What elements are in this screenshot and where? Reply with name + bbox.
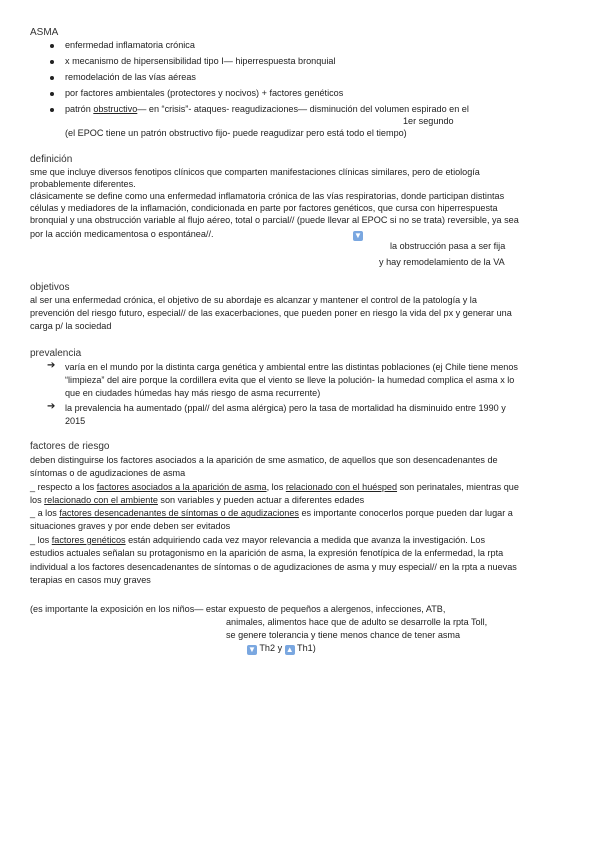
factores-line: los relacionado con el ambiente son variables y pueden actuar a diferentes edades [30, 495, 365, 505]
prevalencia-line: 2015 [65, 416, 86, 426]
nota-th-line: ▼ Th2 y ▲ Th1) [248, 643, 316, 654]
objetivos-line: carga p/ la sociedad [30, 321, 112, 331]
bullet-icon [50, 108, 54, 112]
asma-title: ASMA [30, 27, 59, 38]
nota-line: (es importante la exposición en los niños— estar expuesto de pequeños a alergenos, infecciones, ATB, [30, 604, 446, 614]
definicion-line: bronquial y una obstrucción variable al flujo aéreo, total o parcial// (puede llevar al EPOC si no se trata) reversible, ya sea [30, 215, 519, 225]
definicion-line: por la acción medicamentosa o espontánea//. [30, 229, 214, 239]
factores-line: terapias en casos muy graves [30, 575, 151, 585]
nota-line: animales, alimentos hace que de adulto se desarrolle la rpta Toll, [226, 617, 488, 627]
factores-line: _ respecto a los factores asociados a la aparición de asma, los relacionado con el huésped son perinatales, mientras que [30, 482, 519, 492]
arrow-right-icon: ➔ [47, 401, 56, 412]
prevalencia-line: que en ciudades húmedas hay más riesgo de asma recurrente) [65, 388, 321, 398]
bullet-icon [50, 76, 54, 80]
arrow-right-icon: ➔ [47, 360, 56, 371]
asma-bullet-5: patrón obstructivo— en “crisis”- ataques- reagudizaciones— disminución del volumen espirado en el [65, 104, 469, 114]
factores-line: situaciones graves y por ende deben ser evitados [30, 521, 231, 531]
definicion-line: clásicamente se define como una enfermedad inflamatoria crónica de las vías respiratorias, donde participan distintas [30, 191, 505, 201]
down-arrow-icon: ▼ [354, 231, 362, 240]
definicion-aside: la obstrucción pasa a ser fija [390, 241, 506, 251]
factores-line: _ los factores genéticos están adquiriendo cada vez mayor relevancia a medida que avanza la investigación. Los [30, 535, 485, 545]
definicion-aside: y hay remodelamiento de la VA [379, 257, 505, 267]
bullet-icon [50, 44, 54, 48]
factores-line: síntomas o de agudizaciones de asma [30, 468, 186, 478]
prevalencia-line: varía en el mundo por la distinta carga genética y ambiental entre las distintas poblaciones (ej Chile tiene menos [65, 362, 518, 372]
asma-bullet-1: enfermedad inflamatoria crónica [65, 40, 195, 50]
factores-line: individual a los factores desencadenantes de síntomas o de agudizaciones de asma y muy especial// en la rpta a nuevas [30, 562, 517, 572]
nota-line: se genere tolerancia y tiene menos chance de tener asma [226, 630, 461, 640]
asma-note: (el EPOC tiene un patrón obstructivo fijo- puede reagudizar pero está todo el tiempo) [65, 128, 407, 138]
definicion-title: definición [30, 154, 73, 165]
bullet-icon [50, 60, 54, 64]
factores-line: estudios actuales señalan su protagonismo en la aparición de asma, la expresión fenotípica de la enfermedad, la rpta [30, 548, 504, 558]
prevalencia-line: “limpieza” del aire porque la cordillera evita que el viento se lleve la polución- la humedad complica el asma x lo [65, 375, 515, 385]
up-arrow-icon: ▲ [285, 645, 294, 654]
objetivos-line: prevención del riesgo futuro, especial// de las exacerbaciones, que pueden poner en riesgo la vida del px y generar una [30, 308, 512, 318]
objetivos-line: al ser una enfermedad crónica, el objetivo de su abordaje es alcanzar y mantener el control de la patología y la [30, 295, 477, 305]
definicion-line: células y mediadores de la inflamación, condicionada en parte por factores genéticos, que cursa con hiperrespuesta [30, 203, 498, 213]
prevalencia-line: la prevalencia ha aumentado (ppal// del asma alérgica) pero la tasa de mortalidad ha disminuido entre 1990 y [65, 403, 506, 413]
prevalencia-title: prevalencia [30, 348, 82, 359]
factores-line: deben distinguirse los factores asociados a la aparición de sme asmatico, de aquellos que son desencadenantes de [30, 455, 498, 465]
definicion-line: probablemente diferentes. [30, 179, 136, 189]
asma-bullet-4: por factores ambientales (protectores y nocivos) + factores genéticos [65, 88, 344, 98]
objetivos-title: objetivos [30, 282, 70, 293]
definicion-line: sme que incluye diversos fenotipos clínicos que comparten manifestaciones clínicas similares, pero de etiología [30, 167, 480, 177]
factores-title: factores de riesgo [30, 441, 110, 452]
asma-bullet-5-cont: 1er segundo [403, 116, 454, 126]
factores-line: _ a los factores desencadenantes de síntomas o de agudizaciones es importante conocerlos porque pueden dar lugar a [30, 508, 513, 518]
asma-bullet-3: remodelación de las vías aéreas [65, 72, 196, 82]
down-arrow-icon: ▼ [248, 645, 256, 654]
bullet-icon [50, 92, 54, 96]
asma-bullet-2: x mecanismo de hipersensibilidad tipo I— hiperrespuesta bronquial [65, 56, 336, 66]
